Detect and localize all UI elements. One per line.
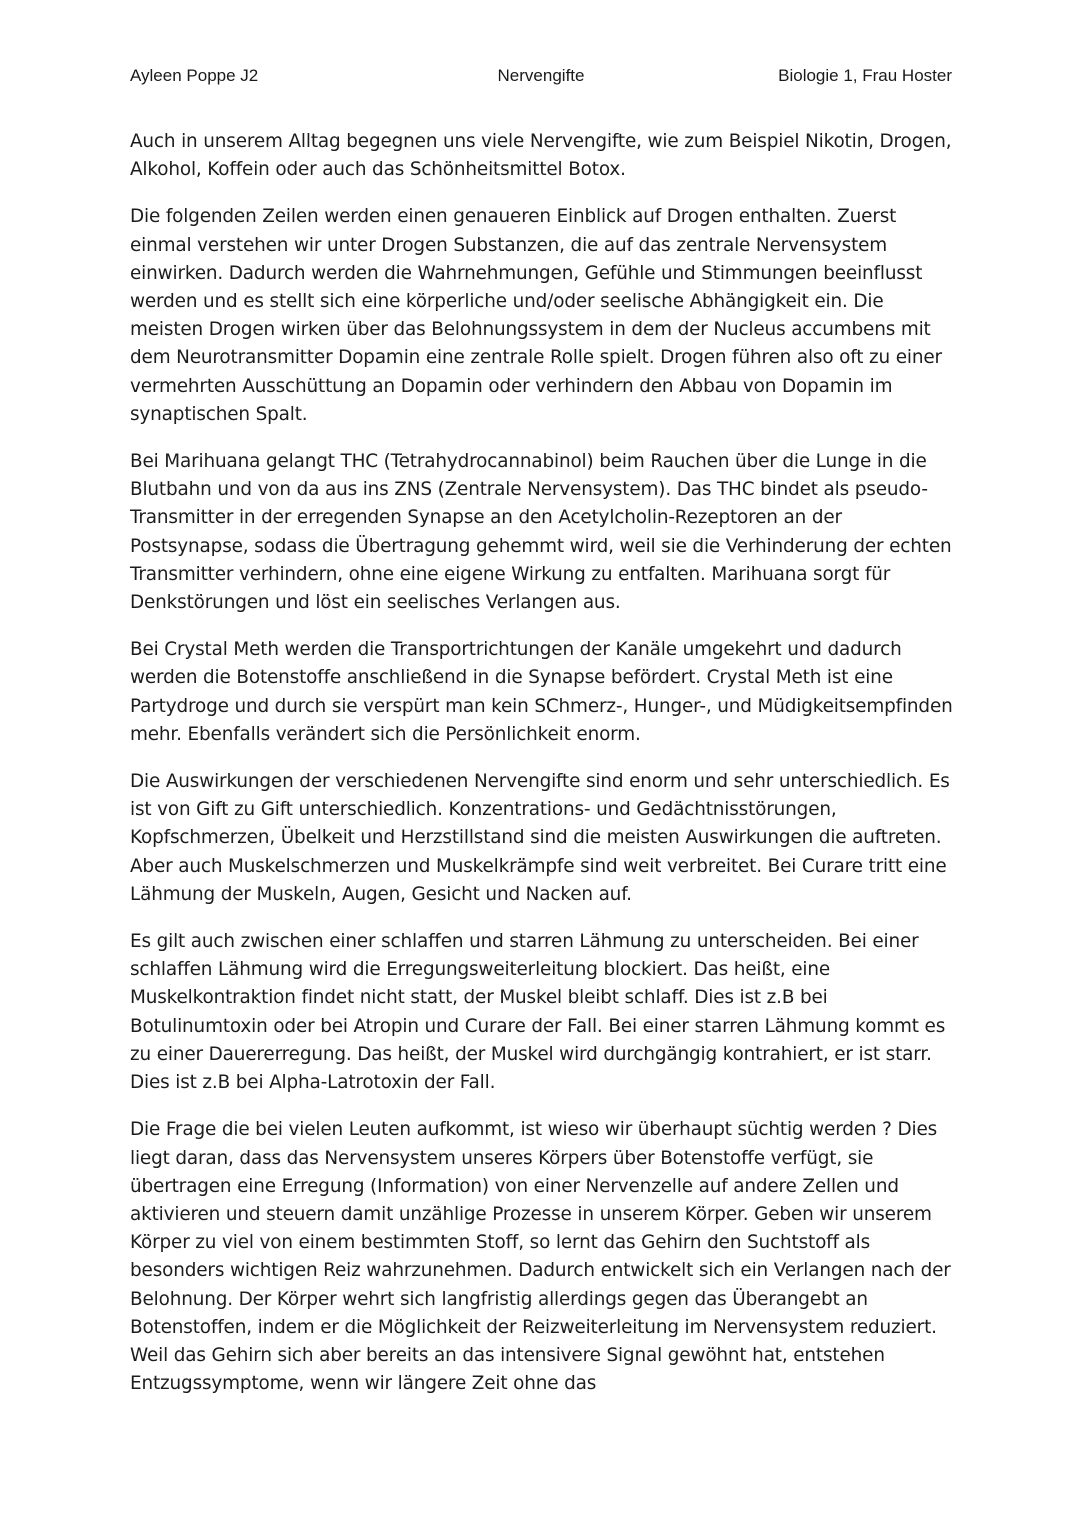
paragraph-crystal-meth: Bei Crystal Meth werden die Transportrichtungen der Kanäle umgekehrt und dadurch werden die Botenstoffe anschließend in die Synapse befördert. Crystal Meth ist eine Partydroge und durch sie verspürt man kein SChmerz-, Hunger-, und Müdigkeitsempfinden mehr. Ebenfalls verändert sich die Persönlichkeit enorm.	[130, 639, 953, 745]
paragraph-auswirkungen: Die Auswirkungen der verschiedenen Nervengifte sind enorm und sehr unterschiedlich. Es ist von Gift zu Gift unterschiedlich. Konzentrations- und Gedächtnisstörungen, Kopfschmerzen, Übelkeit und Herzstillstand sind die meisten Auswirkungen die auftreten. Aber auch Muskelschmerzen und Muskelkrämpfe sind weit verbreitet. Bei Curare tritt eine Lähmung der Muskeln, Augen, Gesicht und Nacken auf.	[130, 771, 950, 905]
paragraph-marihuana: Bei Marihuana gelangt THC (Tetrahydrocannabinol) beim Rauchen über die Lunge in die Blutbahn und von da aus ins ZNS (Zentrale Nervensystem). Das THC bindet als pseudo-Transmitter in der erregenden Synapse an den Acetylcholin-Rezeptoren an der Postsynapse, sodass die Übertragung gehemmt wird, weil sie die Verhinderung der echten Transmitter verhindern, ohne eine eigene Wirkung zu entfalten. Marihuana sorgt für Denkstörungen und löst ein seelisches Verlangen aus.	[130, 451, 952, 614]
page-header	[130, 66, 952, 90]
paragraph-intro: Auch in unserem Alltag begegnen uns viele Nervengifte, wie zum Beispiel Nikotin, Drogen, Alkohol, Koffein oder auch das Schönheitsmittel Botox.	[130, 131, 952, 181]
paragraph-drogen: Die folgenden Zeilen werden einen genaueren Einblick auf Drogen enthalten. Zuerst einmal verstehen wir unter Drogen Substanzen, die auf das zentrale Nervensystem einwirken. Dadurch werden die Wahrnehmungen, Gefühle und Stimmungen beeinflusst werden und es stellt sich eine körperliche und/oder seelische Abhängigkeit ein. Die meisten Drogen wirken über das Belohnungssystem in dem der Nucleus accumbens mit dem Neurotransmitter Dopamin eine zentrale Rolle spielt. Drogen führen also oft zu einer vermehrten Ausschüttung an Dopamin oder verhindern den Abbau von Dopamin im synaptischen Spalt.	[130, 206, 942, 425]
header-author: Ayleen Poppe J2	[130, 66, 259, 85]
paragraph-laehmung: Es gilt auch zwischen einer schlaffen und starren Lähmung zu unterscheiden. Bei einer schlaffen Lähmung wird die Erregungsweiterleitung blockiert. Das heißt, eine Muskelkontraktion findet nicht statt, der Muskel bleibt schlaff. Dies ist z.B bei Botulinumtoxin oder bei Atropin und Curare der Fall. Bei einer starren Lähmung kommt es zu einer Dauererregung. Das heißt, der Muskel wird durchgängig kontrahiert, er ist starr. Dies ist z.B bei Alpha-Latrotoxin der Fall.	[130, 931, 946, 1094]
header-title: Nervengifte	[497, 66, 585, 85]
header-course: Biologie 1, Frau Hoster	[778, 66, 952, 85]
document-body	[130, 128, 956, 1417]
paragraph-sucht: Die Frage die bei vielen Leuten aufkommt, ist wieso wir überhaupt süchtig werden ? Dies liegt daran, dass das Nervensystem unseres Körpers über Botenstoffe verfügt, sie übertragen eine Erregung (Information) von einer Nervenzelle auf andere Zellen und aktivieren und steuern damit unzählige Prozesse in unserem Körper. Geben wir unserem Körper zu viel von einem bestimmten Stoff, so lernt das Gehirn den Suchtstoff als besonders wichtigen Reiz wahrzunehmen. Dadurch entwickelt sich ein Verlangen nach der Belohnung. Der Körper wehrt sich langfristig allerdings gegen das Überangebt an Botenstoffen, indem er die Möglichkeit der Reizweiterleitung im Nervensystem reduziert. Weil das Gehirn sich aber bereits an das intensivere Signal gewöhnt hat, entstehen Entzugssymptome, wenn wir längere Zeit ohne das	[130, 1119, 951, 1395]
